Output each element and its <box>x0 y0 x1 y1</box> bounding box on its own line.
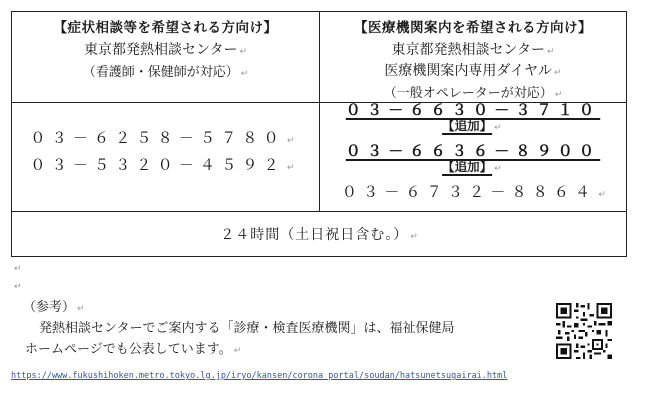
paragraph-mark-icon: ↵ <box>554 90 563 100</box>
left-phone-cell <box>12 103 320 212</box>
paragraph-mark-icon: ↵ <box>14 264 22 274</box>
paragraph-mark-icon: ↵ <box>233 346 242 356</box>
left-header-cell <box>12 12 320 103</box>
paragraph-mark-icon: ↵ <box>410 232 418 242</box>
paragraph-mark-icon: ↵ <box>598 190 613 200</box>
paragraph-mark-icon: ↵ <box>494 164 508 174</box>
qr-code-icon[interactable] <box>556 303 612 359</box>
paragraph-mark-icon: ↵ <box>554 68 562 78</box>
added-tag: 【追加】 <box>442 118 493 133</box>
left-phone-2: ０３－５３２０－４５９２ <box>30 156 285 174</box>
right-header: 【医療機関案内を希望される方向け】 <box>354 20 592 36</box>
right-line-name: 医療機関案内専用ダイヤル <box>384 63 553 79</box>
right-phone-cell <box>320 103 627 212</box>
added-tag: 【追加】 <box>442 159 493 174</box>
right-center-name: 東京都発熱相談センター <box>391 42 545 58</box>
paragraph-mark-icon: ↵ <box>239 47 247 57</box>
paragraph-mark-icon: ↵ <box>286 136 301 146</box>
paragraph-mark-icon: ↵ <box>286 163 301 173</box>
left-header: 【症状相談等を希望される方向け】 <box>53 20 278 36</box>
paragraph-mark-icon: ↵ <box>494 123 508 133</box>
hours-text: ２４時間（土日祝日含む。） <box>220 227 409 243</box>
right-header-cell <box>320 12 627 103</box>
hours-cell <box>12 212 627 257</box>
left-center-name: 東京都発熱相談センター <box>84 42 238 58</box>
consultation-table <box>11 11 627 257</box>
url-link[interactable]: https://www.fukushihoken.metro.tokyo.lg.jp/iryo/kansen/corona_portal/soudan/hatsunetsugairai.html <box>11 371 508 381</box>
right-phone-1: ０３－６６３０－３７１０ <box>345 101 601 119</box>
paragraph-mark-icon: ↵ <box>14 282 22 292</box>
reference-label: （参考） <box>23 300 76 315</box>
paragraph-mark-icon: ↵ <box>240 69 249 79</box>
paragraph-mark-icon: ↵ <box>77 304 85 314</box>
right-phone-3: ０３－６７３２－８８６４ <box>341 183 597 201</box>
paragraph-mark-icon: ↵ <box>546 47 555 57</box>
right-phone-2: ０３－６６３６－８９００ <box>345 142 601 160</box>
right-note: （一般オペレーターが対応） <box>383 86 553 101</box>
left-phone-1: ０３－６２５８－５７８０ <box>30 129 285 147</box>
reference-note <box>19 296 539 361</box>
reference-line-1: 発熱相談センターでご案内する「診療・検査医療機関」は、福祉保健局 <box>39 321 455 336</box>
reference-line-2: ホームページでも公表しています。 <box>25 342 232 357</box>
left-note: （看護師・保健師が対応） <box>82 65 239 80</box>
